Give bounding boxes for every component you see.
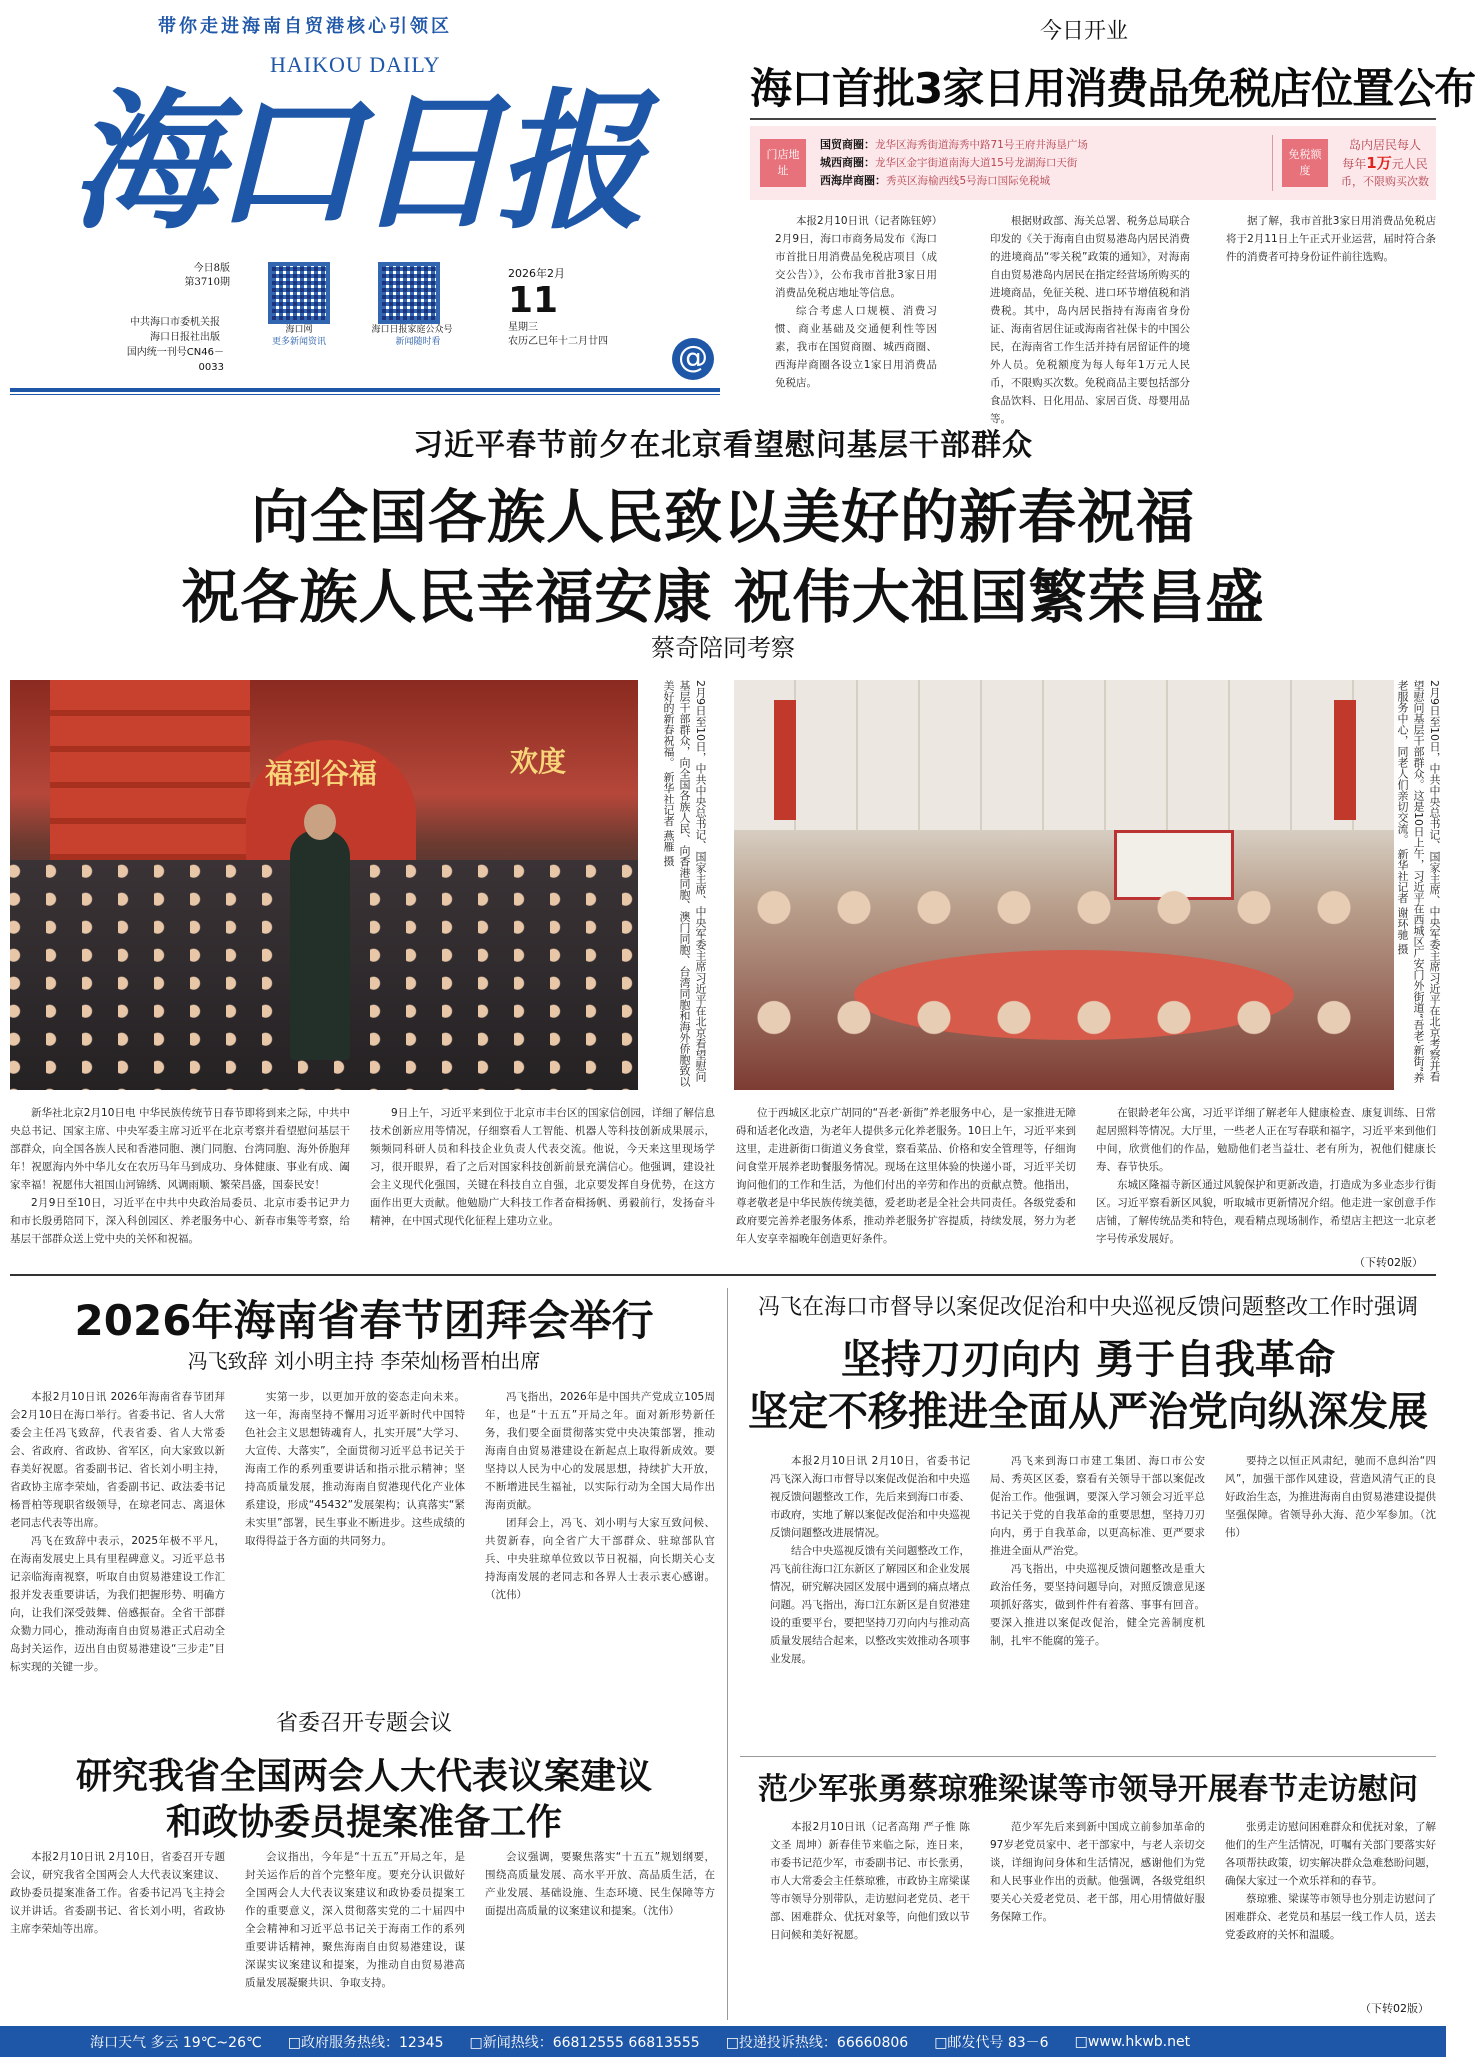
paragraph: 新华社北京2月10日电 中华民族传统节日春节即将到来之际，中共中央总书记、国家主席、中央军委主席习近平在北京考察并看望慰问基层干部群众，向全国各族人民和香港同胞、澳门同胞、台湾同胞、海外侨胞拜年！祝愿海内外中华儿女在农历马年马到成功、身体健康、事业有成、阖家幸福！祝愿伟大祖国山河锦绣、风调雨顺、繁荣昌盛，国泰民安！ [10, 1107, 350, 1191]
store-item [820, 172, 1270, 190]
column-divider [727, 1288, 728, 2020]
paragraph: 根据财政部、海关总署、税务总局联合印发的《关于海南自由贸易港岛内居民消费的进境商品“零关税”政策的通知》，对海南自由贸易港岛内居民在指定经营场所购买的进境商品，免征关税、进口环节增值税和消费税。其中，岛内居民指持有海南省身份证、海南省居住证或海南省社保卡的中国公民，在海南省工作生活并持有居留证件的境外人员。免税额度为每人每年1万元人民币，不限购买次数。免税商品主要包括部分食品饮料、日化用品、家居百货、母婴用品等。 [990, 215, 1190, 425]
headline-rule [750, 118, 1436, 120]
gala-headline[interactable]: 2026年海南省春节团拜会举行 [74, 1296, 654, 1345]
qr-caption-sub: 更多新闻资讯 [271, 337, 326, 347]
lead-subhead: 蔡奇陪同考察 [651, 634, 795, 662]
qr-code-icon[interactable] [268, 262, 330, 324]
photo-wall [734, 680, 1394, 830]
paragraph: 本报2月10日讯 2月10日，省委书记冯飞深入海口市督导以案促改促治和中央巡视反馈问题整改工作，先后来到海口市委、市政府，实地了解以案促改促治和中央巡视反馈问题整改进展情况。 [770, 1455, 970, 1539]
footer-postal-code: □邮发代号 83－6 [934, 2034, 1049, 2051]
publisher-info [115, 315, 224, 375]
store-name: 西海岸商圈： [820, 174, 886, 187]
divider [1272, 135, 1273, 191]
lead-kicker: 习近平春节前夕在北京看望慰问基层干部群众 [413, 428, 1033, 463]
footer-news-hotline: □新闻热线：66812555 66813555 [469, 2034, 700, 2051]
date-weekday: 星期三 [508, 322, 538, 333]
paragraph: 要持之以恒正风肃纪，驰而不息纠治“四风”，加强干部作风建设，营造风清气正的良好政治生态，为推进海南自由贸易港建设提供坚强保障。省领导孙大海、范少军参加。（沈伟） [1225, 1455, 1436, 1539]
paragraph: 实第一步，以更加开放的姿态走向未来。这一年，海南坚持不懈用习近平新时代中国特色社会主义思想铸魂育人，扎实开展“大学习、大宣传、大落实”，全面贯彻习近平总书记关于海南工作的系列重要讲话和指示批示精神；坚持高质量发展，推动海南自贸港现代化产业体系建设，形成“45432”发展架构；认真落实“紧未实里”部署，民生事业不断进步。这些成绩的取得得益于各方面的共同努力。 [245, 1391, 465, 1547]
duty-free-quota-tag: 免税额度 [1282, 139, 1328, 187]
lead-body-col [736, 1104, 1076, 1272]
lead-body-col [1096, 1104, 1436, 1254]
continued-note[interactable]: （下转02版） [1354, 1256, 1423, 1269]
paragraph: 张勇走访慰问困难群众和优抚对象，了解他们的生产生活情况，叮嘱有关部门要落实好各项帮扶政策，切实解决群众急难愁盼问题，确保大家过一个欢乐祥和的春节。 [1225, 1821, 1436, 1887]
edition-number: 第3710期 [184, 277, 230, 288]
footer-service-hotline: □政府服务热线：12345 [287, 2034, 444, 2051]
duty-free-quota-text [1336, 136, 1434, 191]
gala-body-col [245, 1388, 465, 1688]
visit-body-col [1225, 1818, 1436, 1996]
masthead-chinese-name: 海口日报 [70, 74, 639, 250]
duty-free-info-box [750, 126, 1436, 200]
continued-note[interactable]: （下转02版） [1360, 2002, 1429, 2015]
paragraph: 蔡琼雅、梁谋等市领导也分别走访慰问了困难群众、老党员和基层一线工作人员，送去党委政府的关怀和温暖。 [1225, 1893, 1436, 1941]
section-rule [740, 1756, 1436, 1757]
duty-free-body-col [775, 212, 937, 389]
duty-free-kicker: 今日开业 [1040, 19, 1129, 44]
photo-figure-head [304, 804, 336, 840]
paragraph: 冯飞来到海口市建工集团、海口市公安局、秀英区区委，察看有关领导干部以案促改促治工作。他强调，要深入学习领会习近平总书记关于党的自我革命的重要思想，坚持刀刃向内，勇于自我革命，以更高标准、更严要求推进全面从严治党。 [990, 1455, 1205, 1557]
paragraph: 本报2月10日讯 2026年海南省春节团拜会2月10日在海口举行。省委书记、省人大常委会主任冯飞致辞，代表省委、省人大常委会、省政府、省政协、省军区，向大家致以新春美好祝愿。省委副书记、省长刘小明主持，省政协主席李荣灿，省委副书记、政法委书记杨晋柏等现职省级领导，在琼老同志、离退休老同志代表等出席。 [10, 1391, 225, 1529]
paragraph: 结合中央巡视反馈有关问题整改工作，冯飞前往海口江东新区了解园区和企业发展情况，研究解决园区发展中遇到的痛点堵点问题。冯飞指出，海口江东新区是自贸港建设的重要平台，要把坚持刀刃向内与推动高质量发展结合起来，以整改实效推动各项事业发展。 [770, 1545, 970, 1665]
at-sign-icon: @ [672, 338, 714, 380]
lead-body-col [10, 1104, 350, 1272]
duty-free-body-col [990, 212, 1190, 425]
store-item [820, 154, 1270, 172]
visit-headline[interactable]: 范少军张勇蔡琼雅梁谋等市领导开展春节走访慰问 [758, 1772, 1418, 1807]
inspection-body-col [770, 1452, 970, 1702]
quota-part: 元人民 [1391, 157, 1428, 171]
paragraph: 2月9日至10日，习近平在中共中央政治局委员、北京市委书记尹力和市长殷勇陪同下，深入科创园区、养老服务中心、新春市集等考察，给基层干部群众送上党中央的关怀和祝福。 [10, 1197, 350, 1245]
quota-line: 币，不限购买次数 [1341, 175, 1429, 188]
qr-caption: 海口日报家庭公众号 [371, 325, 453, 335]
paragraph: 团拜会上，冯飞、刘小明与大家互致问候、共贺新春，向全省广大干部群众、驻琼部队官兵、中央驻琼单位致以节日祝福，向长期关心支持海南发展的老同志和各界人士表示衷心感谢。（沈伟） [485, 1517, 715, 1601]
photo-people [734, 880, 1394, 1090]
masthead-english-name: HAIKOU DAILY [270, 52, 441, 77]
paragraph: 综合考虑人口规模、消费习惯、商业基础及交通便利性等因素，我市在国贸商圈、城西商圈、西海岸商圈各设立1家日用消费品免税店。 [775, 305, 937, 389]
paragraph: 会议强调，要聚焦落实“十五五”规划纲要，围绕高质量发展、高水平开放、高品质生活，在产业发展、基础设施、生态环境、民生保障等方面提出高质量的议案建议和提案。（沈伟） [485, 1851, 715, 1917]
lead-body-col [370, 1104, 715, 1272]
photo-sign: 欢度 [510, 745, 567, 778]
paragraph: 冯飞指出，2026年是中国共产党成立105周年，也是“十五五”开局之年。面对新形势新任务，我们要全面贯彻落实党中央决策部署，推动海南自由贸易港建设在新起点上取得新成效。要坚持以人民为中心的发展思想，持续扩大开放，不断增进民生福祉，以实际行动为全国大局作出海南贡献。 [485, 1391, 715, 1511]
store-address: 龙华区海秀街道海秀中路71号王府井海垦广场 [875, 139, 1088, 151]
publisher-line: 国内统一刊号CN46－0033 [126, 347, 224, 373]
gala-subhead: 冯飞致辞 刘小明主持 李荣灿杨晋柏出席 [187, 1349, 541, 1373]
lead-headline-2[interactable]: 祝各族人民幸福安康 祝伟大祖国繁荣昌盛 [181, 563, 1265, 631]
store-name: 城西商圈： [820, 156, 875, 169]
paragraph: 会议指出，今年是“十五五”开局之年，是封关运作后的首个完整年度。要充分认识做好全国两会人大代表议案建议和政协委员提案工作的重要意义，深入贯彻落实党的二十届四中全会精神和习近平总书记关于海南工作的系列重要讲话精神，聚焦海南自由贸易港建设，谋深谋实议案建议和提案，为推动自由贸易港高质量发展凝聚共识、争取支持。 [245, 1851, 465, 1989]
paragraph: 东城区隆福寺新区通过风貌保护和更新改造，打造成为多业态步行街区。习近平察看新区风貌，听取城市更新情况介绍。他走进一家创意手作店铺，了解传统品类和特色，观看精点现场制作，希望店主把这一北京老字号传承发展好。 [1096, 1179, 1436, 1245]
inspection-headline-2[interactable]: 坚定不移推进全面从严治党向纵深发展 [748, 1389, 1428, 1435]
paragraph: 9日上午，习近平来到位于北京市丰台区的国家信创园，详细了解信息技术创新应用等情况，仔细察看人工智能、机器人等科技创新成果展示，频频同科研人员和科技企业负责人代表交流。他说，今天来这里现场学习，很开眼界，看了之后对国家科技创新前景充满信心。他强调，建设社会主义现代化强国，关键在科技自立自强，北京要发挥自身优势，在这方面作出更大贡献。他勉励广大科技工作者奋楫扬帆、勇毅前行，发扬奋斗精神，在中国式现代化征程上建功立业。 [370, 1107, 715, 1227]
lead-headline-1[interactable]: 向全国各族人民致以美好的新春祝福 [250, 483, 1195, 551]
paragraph: 位于西城区北京广胡同的“吾老·新街”养老服务中心，是一家推进无障碍和适老化改造，为老年人提供多元化养老服务。10日上午，习近平来到这里，走进新街口街道义务食堂，察看菜品、价格和安全管理等，仔细询问食堂开展养老助餐服务情况。现场在这里体验的快递小哥，习近平关切询问他们的工作和生活，为他们付出的辛劳和作出的贡献点赞。他指出，尊老敬老是中华民族传统美德，爱老助老是全社会共同责任。各级党委和政府要完善养老服务体系，推动养老服务扩容提质，持续发展，努力为老年人安享幸福晚年创造更好条件。 [736, 1107, 1076, 1245]
npc-body-col [485, 1848, 715, 2018]
quota-amount: 1万 [1366, 154, 1392, 172]
footer-bar [0, 2026, 1446, 2057]
issue-date [508, 265, 608, 349]
paragraph: 本报2月10日讯 2月10日，省委召开专题会议，研究我省全国两会人大代表议案建议、政协委员提案准备工作。省委书记冯飞主持会议并讲话。省委副书记、省长刘小明，省政协主席李荣灿等出席。 [10, 1851, 225, 1935]
paragraph: 本报2月10日讯（记者陈钰婷）2月9日，海口市商务局发布《海口市首批日用消费品免税店项目（成交公告）》，公布我市首批3家日用消费品免税店地址等信息。 [775, 215, 937, 299]
visit-body-col [770, 1818, 970, 2018]
gala-body-col [10, 1388, 225, 1688]
publisher-line: 中共海口市委机关报 [130, 317, 220, 328]
inspection-body-col [1225, 1452, 1436, 1702]
photo-building [50, 680, 250, 870]
npc-kicker: 省委召开专题会议 [275, 1711, 452, 1736]
inspection-kicker: 冯飞在海口市督导以案促改促治和中央巡视反馈问题整改工作时强调 [757, 1295, 1418, 1320]
store-list [820, 136, 1270, 190]
section-rule [10, 1274, 1436, 1276]
date-lunar: 农历乙巳年十二月廿四 [508, 336, 608, 347]
inspection-headline-1[interactable]: 坚持刀刃向内 勇于自我革命 [841, 1337, 1335, 1383]
publisher-line: 海口日报社出版 [150, 332, 220, 343]
paragraph: 据了解，我市首批3家日用消费品免税店将于2月11日上午正式开业运营，届时符合条件的消费者可持身份证件前往选购。 [1226, 215, 1436, 263]
footer-website[interactable]: □www.hkwb.net [1074, 2033, 1191, 2050]
qr-caption: 海口网 [285, 325, 313, 335]
lead-photo-2[interactable] [734, 680, 1394, 1090]
store-item [820, 136, 1270, 154]
qr-code-icon[interactable] [378, 262, 440, 324]
npc-body-col [10, 1848, 225, 2018]
inspection-body-col [990, 1452, 1205, 1702]
photo-lantern [1334, 700, 1356, 820]
qr-code-block-2[interactable] [371, 262, 458, 348]
photo-sign: 福到谷福 [265, 757, 378, 790]
date-year-month: 2026年2月 [508, 267, 565, 280]
qr-caption-sub: 新闻随时看 [395, 337, 441, 347]
quota-line [1336, 154, 1434, 173]
quota-part: 每年 [1342, 157, 1367, 171]
paragraph: 在银龄老年公寓，习近平详细了解老年人健康检查、康复训练、日常起居照料等情况。大厅里，一些老人正在写春联和福字，习近平来到他们中间，欣赏他们的作品，勉励他们老当益壮、老有所为，祝他们健康长寿、春节快乐。 [1096, 1107, 1436, 1173]
npc-headline-2[interactable]: 和政协委员提案准备工作 [165, 1802, 562, 1843]
duty-free-headline[interactable]: 海口首批3家日用消费品免税店位置公布 [750, 64, 1475, 113]
lead-photo-1-caption: 2月9日至10日，中共中央总书记、国家主席、中央军委主席习近平在北京看望慰问基层干部群众，向全国各族人民、向香港同胞、澳门同胞、台湾同胞和海外侨胞致以美好的新春祝福。 新华社记者 燕雁 摄 [662, 680, 707, 1087]
paragraph: 冯飞在致辞中表示，2025年极不平凡，在海南发展史上具有里程碑意义。习近平总书记亲临海南视察，听取自由贸易港建设工作汇报并发表重要讲话，为我们把握形势、明确方向，让我们深受鼓舞、倍感振奋。全省干部群众勠力同心，推动海南自由贸易港正式启动全岛封关运作，迈出自由贸易港建设“三步走”目标实现的关键一步。 [10, 1535, 225, 1673]
store-name: 国贸商圈： [820, 138, 875, 151]
photo-lantern [774, 700, 796, 820]
quota-line: 岛内居民每人 [1348, 138, 1421, 152]
npc-body-col [245, 1848, 465, 2018]
photo-figure [290, 830, 350, 1060]
masthead-rule [10, 388, 720, 392]
date-day: 11 [508, 280, 559, 321]
duty-free-body-col [1226, 212, 1436, 382]
footer-weather: 海口天气 多云 19℃~26℃ [90, 2034, 262, 2051]
edition-info [140, 262, 230, 290]
visit-body-col [990, 1818, 1205, 2018]
store-address: 秀英区海榆西线5号海口国际免税城 [886, 175, 1051, 187]
edition-pages: 今日8版 [193, 263, 230, 274]
slogan: 带你走进海南自贸港核心引领区 [158, 16, 452, 37]
store-address: 龙华区金宇街道南海大道15号龙湖海口天街 [875, 157, 1078, 169]
masthead-rule-thin [10, 394, 720, 395]
lead-photo-1[interactable] [10, 680, 638, 1090]
npc-headline-1[interactable]: 研究我省全国两会人大代表议案建议 [75, 1756, 652, 1797]
paragraph: 范少军先后来到新中国成立前参加革命的97岁老党员家中、老干部家中，与老人亲切交谈，详细询问身体和生活情况，感谢他们为党和人民事业作出的贡献。他强调，各级党组织要关心关爱老党员、老干部，用心用情做好服务保障工作。 [990, 1821, 1205, 1923]
masthead-logo [70, 64, 639, 250]
lead-photo-2-caption: 2月9日至10日，中共中央总书记、国家主席、中央军委主席习近平在北京考察并看望慰问基层干部群众。这是10日上午，习近平在西城区广安门外街道“吾老·新街”养老服务中心，同老人们亲切交流。 新华社记者 谢环驰 摄 [1396, 680, 1441, 1083]
gala-body-col [485, 1388, 715, 1688]
qr-code-block-1[interactable] [268, 262, 330, 348]
paragraph: 冯飞指出，中央巡视反馈问题整改是重大政治任务，要坚持问题导向，对照反馈意见逐项抓好落实，做到件件有着落、事事有回音。要深入推进以案促改促治，健全完善制度机制，扎牢不能腐的笼子。 [990, 1563, 1205, 1647]
store-address-tag: 门店地址 [760, 139, 806, 187]
paragraph: 本报2月10日讯（记者高翔 严子惟 陈文圣 周坤）新春佳节来临之际，连日来，市委书记范少军，市委副书记、市长张勇，市人大常委会主任蔡琼雅，市政协主席梁谋等市领导分别带队，走访慰问老党员、老干部、困难群众、优抚对象等，向他们致以节日问候和美好祝愿。 [770, 1821, 970, 1941]
footer-complaint-hotline: □投递投诉热线：66660806 [725, 2034, 909, 2051]
